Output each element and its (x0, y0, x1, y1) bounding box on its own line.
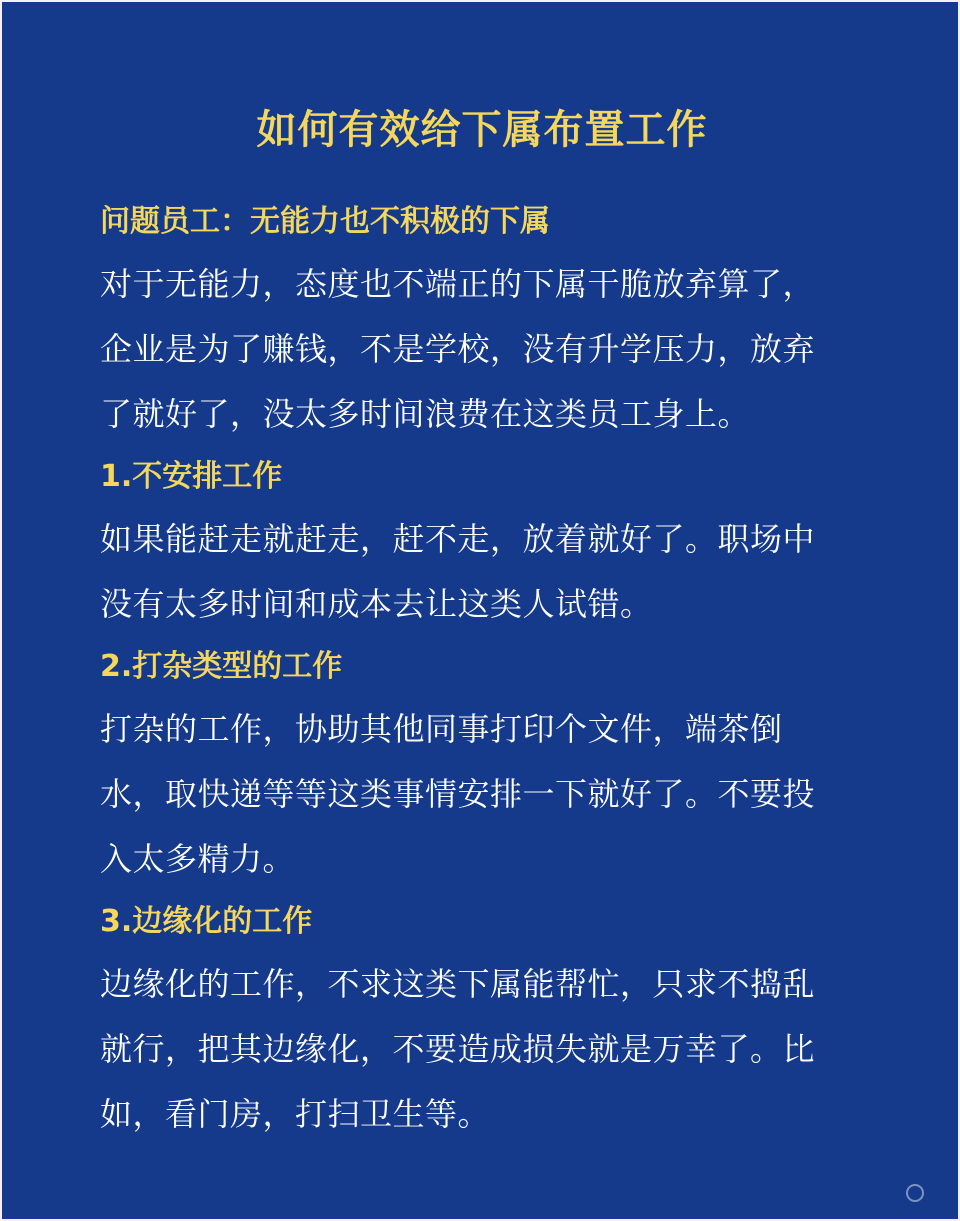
section-paragraph: 对于无能力，态度也不端正的下属干脆放弃算了， 企业是为了赚钱，不是学校，没有升学压力，放弃 了就好了，没太多时间浪费在这类员工身上。 (100, 265, 816, 433)
section-odd-jobs (100, 637, 890, 892)
section-heading: 3.边缘化的工作 (100, 904, 313, 939)
section-problem-employee (100, 192, 890, 447)
section-heading: 2.打杂类型的工作 (100, 649, 343, 684)
watermark-logo-icon (906, 1184, 924, 1202)
article-content (100, 192, 890, 1147)
section-paragraph: 边缘化的工作，不求这类下属能帮忙，只求不捣乱 就行，把其边缘化，不要造成损失就是万幸了。比 如，看门房，打扫卫生等。 (100, 965, 816, 1133)
section-heading: 问题员工：无能力也不积极的下属 (100, 204, 550, 239)
section-no-work (100, 447, 890, 637)
page-title: 如何有效给下属布置工作 (256, 107, 708, 153)
section-heading: 1.不安排工作 (100, 459, 283, 494)
section-paragraph: 打杂的工作，协助其他同事打印个文件，端茶倒 水，取快递等等这类事情安排一下就好了。不要投 入太多精力。 (100, 710, 816, 878)
watermark (906, 1182, 930, 1203)
section-marginal-work (100, 892, 890, 1147)
section-paragraph: 如果能赶走就赶走，赶不走，放着就好了。职场中 没有太多时间和成本去让这类人试错。 (100, 520, 816, 623)
